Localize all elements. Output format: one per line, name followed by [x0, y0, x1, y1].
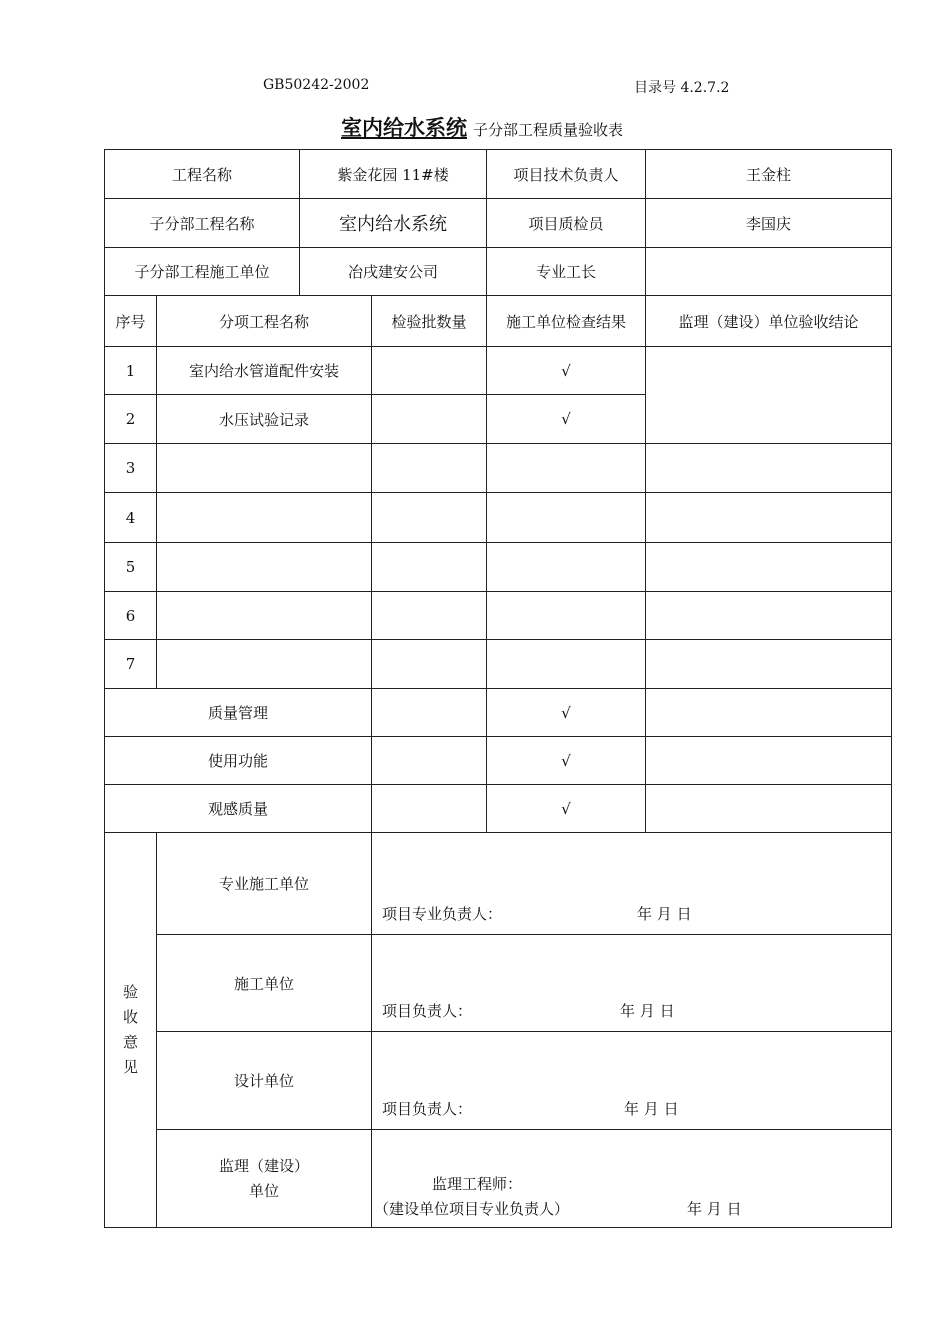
row-no: 4: [105, 493, 157, 543]
form-title-sub: 子分部工程质量验收表: [472, 121, 623, 139]
opinion-row: [105, 1130, 892, 1228]
row-result: [487, 493, 646, 543]
table-row: [105, 444, 892, 493]
subproject-label: 子分部工程名称: [105, 199, 300, 248]
summary-result: √: [487, 737, 646, 785]
col-header-no: 序号: [105, 296, 157, 347]
row-no: 7: [105, 640, 157, 689]
row-qty: [372, 592, 487, 640]
sign-date: 年 月 日: [624, 1100, 679, 1118]
standard-code: GB50242-2002: [263, 77, 370, 93]
row-result: [487, 444, 646, 493]
row-no: 3: [105, 444, 157, 493]
row-name: [157, 592, 372, 640]
opinion-sign-area: [372, 833, 892, 935]
info-row-2: [105, 199, 892, 248]
row-qty: [372, 640, 487, 689]
tech-lead-label: 项目技术负责人: [487, 150, 646, 199]
opinion-unit: 专业施工单位: [157, 833, 372, 935]
row-qty: [372, 493, 487, 543]
subproject-value: 室内给水系统: [300, 199, 487, 248]
signer-label: 项目专业负责人：: [382, 905, 503, 923]
supervisor-unit-line2: 单位: [249, 1182, 280, 1200]
row-qty: [372, 543, 487, 592]
project-name-label: 工程名称: [105, 150, 300, 199]
opinion-label: [105, 833, 157, 1228]
column-header-row: [105, 296, 892, 347]
row-conclusion: [646, 347, 892, 444]
summary-label: 使用功能: [105, 737, 372, 785]
signer-label: 项目负责人：: [382, 1100, 473, 1118]
row-conclusion: [646, 592, 892, 640]
opinion-sign-area: [372, 1032, 892, 1130]
summary-label: 质量管理: [105, 689, 372, 737]
supervisor-signer-label: （建设单位项目专业负责人）: [374, 1200, 570, 1218]
opinion-char: 意: [122, 1033, 138, 1051]
opinion-unit: 设计单位: [157, 1032, 372, 1130]
col-header-name: 分项工程名称: [157, 296, 372, 347]
row-no: 2: [105, 395, 157, 444]
table-row: [105, 640, 892, 689]
row-conclusion: [646, 640, 892, 689]
contractor-value: 冶戌建安公司: [300, 248, 487, 296]
form-title: [0, 112, 950, 142]
row-name: [157, 640, 372, 689]
summary-row: [105, 689, 892, 737]
row-result: [487, 592, 646, 640]
row-name: [157, 444, 372, 493]
row-result: [487, 543, 646, 592]
acceptance-table: [104, 149, 892, 1228]
opinion-sign-area: [372, 935, 892, 1032]
row-result: √: [487, 347, 646, 395]
qc-value: 李国庆: [646, 199, 892, 248]
row-conclusion: [646, 543, 892, 592]
opinion-row: [105, 1032, 892, 1130]
sign-date: 年 月 日: [637, 905, 692, 923]
summary-row: [105, 785, 892, 833]
contractor-label: 子分部工程施工单位: [105, 248, 300, 296]
opinion-char: 收: [122, 1008, 138, 1026]
supervisor-engineer-label: 监理工程师：: [432, 1175, 523, 1193]
col-header-conclusion: 监理（建设）单位验收结论: [646, 296, 892, 347]
summary-conclusion: [646, 785, 892, 833]
table-row: [105, 543, 892, 592]
qc-label: 项目质检员: [487, 199, 646, 248]
summary-conclusion: [646, 737, 892, 785]
row-name: 水压试验记录: [157, 395, 372, 444]
signer-label: 项目负责人：: [382, 1002, 473, 1020]
tech-lead-value: 王金柱: [646, 150, 892, 199]
summary-qty: [372, 785, 487, 833]
supervisor-unit: [157, 1130, 372, 1228]
row-name: 室内给水管道配件安装: [157, 347, 372, 395]
row-qty: [372, 444, 487, 493]
foreman-value: [646, 248, 892, 296]
summary-label: 观感质量: [105, 785, 372, 833]
supervisor-unit-line1: 监理（建设）: [219, 1157, 310, 1175]
sign-date: 年 月 日: [620, 1002, 675, 1020]
summary-result: √: [487, 785, 646, 833]
row-result: √: [487, 395, 646, 444]
row-result: [487, 640, 646, 689]
catalog-number: 目录号 4.2.7.2: [634, 80, 730, 96]
form-title-main: 室内给水系统: [340, 116, 467, 140]
supervisor-sign-area: [372, 1130, 892, 1228]
opinion-row: [105, 935, 892, 1032]
row-no: 1: [105, 347, 157, 395]
col-header-result: 施工单位检查结果: [487, 296, 646, 347]
opinion-char: 验: [122, 983, 138, 1001]
col-header-qty: 检验批数量: [372, 296, 487, 347]
opinion-char: 见: [122, 1058, 138, 1076]
summary-row: [105, 737, 892, 785]
sign-date: 年 月 日: [687, 1200, 742, 1218]
table-row: [105, 592, 892, 640]
info-row-1: [105, 150, 892, 199]
row-name: [157, 543, 372, 592]
summary-conclusion: [646, 689, 892, 737]
info-row-3: [105, 248, 892, 296]
row-qty: [372, 347, 487, 395]
row-conclusion: [646, 444, 892, 493]
project-name-value: 紫金花园 11#楼: [300, 150, 487, 199]
opinion-unit: 施工单位: [157, 935, 372, 1032]
row-no: 6: [105, 592, 157, 640]
foreman-label: 专业工长: [487, 248, 646, 296]
row-qty: [372, 395, 487, 444]
row-no: 5: [105, 543, 157, 592]
table-row: [105, 493, 892, 543]
opinion-row: [105, 833, 892, 935]
summary-qty: [372, 689, 487, 737]
summary-qty: [372, 737, 487, 785]
row-conclusion: [646, 493, 892, 543]
summary-result: √: [487, 689, 646, 737]
table-row: [105, 347, 892, 395]
row-name: [157, 493, 372, 543]
